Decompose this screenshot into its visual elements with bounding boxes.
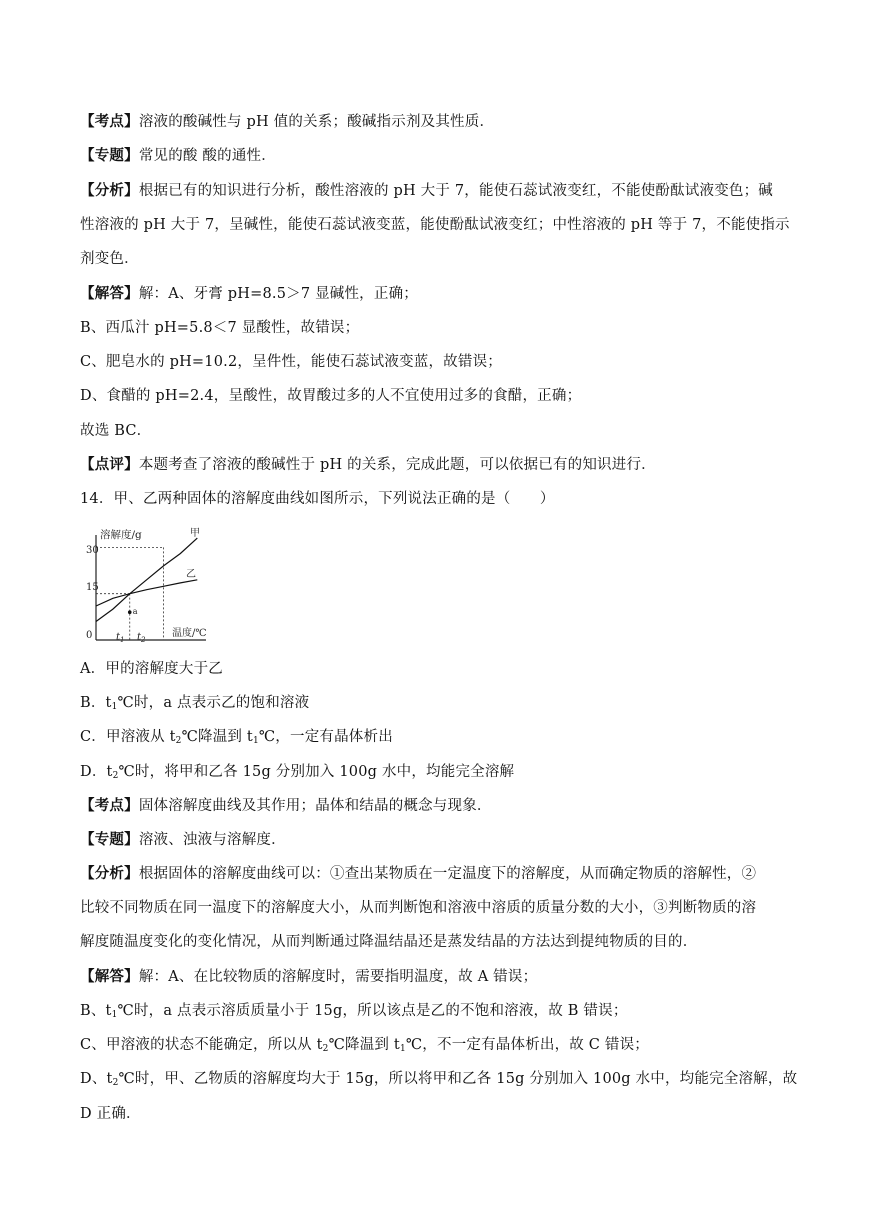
origin-label: 0 [86, 630, 93, 641]
subscript: 1 [399, 1044, 406, 1054]
point-a-label: a [132, 607, 138, 617]
option-a: A．甲的溶解度大于乙 [80, 661, 223, 677]
option-c [80, 727, 792, 751]
section-text: 常见的酸 酸的通性． [138, 148, 276, 164]
series-line-jia [96, 538, 197, 621]
answer-text: ℃时，a 点表示溶质质量小于 15g，所以该点是乙的不饱和溶液，故 B 错误； [117, 1003, 628, 1019]
dianping-line [80, 455, 792, 475]
x-tick-label-t1 [116, 632, 125, 644]
subscript: 1 [111, 1010, 118, 1020]
fenxi-line-4 [80, 864, 792, 884]
x-tick-t1-sub: 1 [120, 636, 125, 644]
jieda-line-d3: D 正确． [80, 1106, 141, 1122]
section-tag: 【解答】 [80, 968, 139, 985]
section-tag: 【分析】 [80, 865, 139, 882]
y-tick-label-30: 30 [86, 545, 99, 556]
subscript: 2 [112, 1078, 119, 1088]
answer-text: ℃时，甲、乙物质的溶解度均大于 15g，所以将甲和乙各 15g 分别加入 100g 水中，均能完全溶解，故 [118, 1071, 798, 1087]
x-axis-label: 温度/℃ [172, 628, 207, 639]
jieda-line-c2 [80, 1035, 792, 1059]
subscript: 1 [111, 702, 118, 712]
fenxi-line-1 [80, 181, 792, 201]
option-text: ℃降温到 t [181, 729, 253, 745]
fenxi-line-2: 性溶液的 pH 大于 7，呈碱性，能使石蕊试液变蓝，能使酚酞试液变红；中性溶液的 pH 等于 7，不能使指示 [80, 217, 790, 233]
answer-text: B、t [80, 1003, 112, 1019]
jieda-line-b2 [80, 1001, 792, 1025]
option-text: ℃时，将甲和乙各 15g 分别加入 100g 水中，均能完全溶解 [118, 764, 515, 780]
answer-line: 故选 BC． [80, 423, 152, 439]
answer-text: D、t [80, 1071, 113, 1087]
jieda-line-d: D、食醋的 pH=2.4，呈酸性，故胃酸过多的人不宜使用过多的食醋，正确； [80, 388, 582, 404]
section-tag: 【专题】 [80, 831, 139, 848]
section-tag: 【考点】 [80, 797, 139, 814]
section-text: 溶液的酸碱性与 pH 值的关系；酸碱指示剂及其性质． [138, 114, 495, 130]
legend-jia: 甲 [190, 528, 200, 539]
subscript: 2 [322, 1044, 329, 1054]
zhuanti-line-2 [80, 830, 792, 850]
x-tick-t2-main: t [137, 632, 142, 643]
section-text: 固体溶解度曲线及其作用；晶体和结晶的概念与现象． [138, 798, 492, 814]
option-text: C．甲溶液从 t [80, 729, 176, 745]
subscript: 1 [252, 736, 259, 746]
solubility-chart [86, 525, 210, 645]
section-text: 根据固体的溶解度曲线可以：①查出某物质在一定温度下的溶解度，从而确定物质的溶解性，② [138, 866, 757, 882]
answer-text: ℃降温到 t [328, 1037, 400, 1053]
fenxi-line-6: 解度随温度变化的变化情况，从而判断通过降温结晶还是蒸发结晶的方法达到提纯物质的目的． [80, 934, 698, 950]
kaodian-line-2 [80, 796, 792, 816]
section-tag: 【点评】 [80, 456, 139, 473]
section-text: 溶液、浊液与溶解度． [138, 832, 286, 848]
option-text: B．t [80, 695, 112, 711]
section-text: 解：A、牙膏 pH=8.5＞7 显碱性，正确； [138, 286, 418, 302]
x-tick-label-t2 [137, 632, 146, 644]
fenxi-line-5: 比较不同物质在同一温度下的溶解度大小，从而判断饱和溶液中溶质的质量分数的大小，③判断物质的溶 [80, 900, 757, 916]
series-line-yi [96, 580, 197, 606]
answer-text: ℃，不一定有晶体析出，故 C 错误； [405, 1037, 650, 1053]
kaodian-line-1 [80, 112, 792, 132]
legend-yi: 乙 [186, 569, 196, 580]
option-text: ℃时，a 点表示乙的饱和溶液 [117, 695, 310, 711]
jieda-line-2 [80, 967, 792, 987]
jieda-line-1 [80, 284, 792, 304]
x-tick-t2-sub: 2 [141, 636, 146, 644]
x-tick-t1-main: t [116, 632, 121, 643]
jieda-line-d2 [80, 1069, 798, 1093]
y-tick-label-15: 15 [86, 582, 99, 593]
section-tag: 【解答】 [80, 285, 139, 302]
subscript: 2 [175, 736, 182, 746]
section-text: 本题考查了溶液的酸碱性于 pH 的关系，完成此题，可以依据已有的知识进行． [138, 457, 656, 473]
answer-text: C、甲溶液的状态不能确定，所以从 t [80, 1037, 323, 1053]
option-text: ℃，一定有晶体析出 [258, 729, 393, 745]
section-text: 根据已有的知识进行分析，酸性溶液的 pH 大于 7，能使石蕊试液变红，不能使酚酞试液变色；碱 [138, 183, 773, 199]
fenxi-line-3: 剂变色． [80, 251, 139, 267]
section-text: 解：A、在比较物质的溶解度时，需要指明温度，故 A 错误； [138, 969, 538, 985]
option-d [80, 762, 792, 786]
section-tag: 【分析】 [80, 182, 139, 199]
question-14-stem: 14．甲、乙两种固体的溶解度曲线如图所示，下列说法正确的是（ ） [80, 491, 555, 507]
section-tag: 【专题】 [80, 147, 139, 164]
point-a [128, 610, 132, 614]
y-axis-label: 溶解度/g [100, 529, 142, 541]
section-tag: 【考点】 [80, 113, 139, 130]
jieda-line-c: C、肥皂水的 pH=10.2，呈件性，能使石蕊试液变蓝，故错误； [80, 354, 502, 370]
subscript: 2 [112, 771, 119, 781]
jieda-line-b: B、西瓜汁 pH=5.8＜7 显酸性，故错误； [80, 320, 360, 336]
option-b [80, 693, 792, 717]
zhuanti-line-1 [80, 146, 792, 166]
option-text: D．t [80, 764, 113, 780]
